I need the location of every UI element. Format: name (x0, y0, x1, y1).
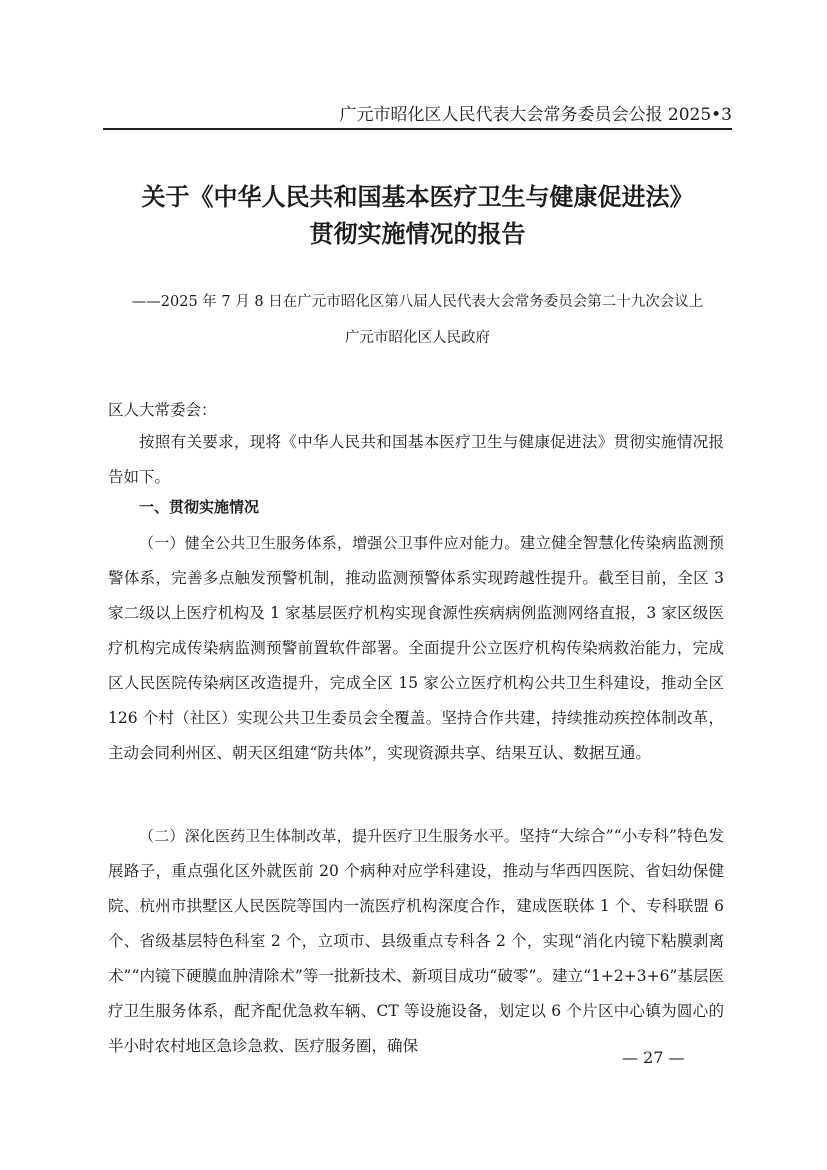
meeting-note: ——2025 年 7 月 8 日在广元市昭化区第八届人民代表大会常务委员会第二十九次会议上 (131, 294, 704, 310)
page-number: — 27 — (622, 1048, 685, 1067)
section1-heading: 一、贯彻实施情况 (139, 498, 260, 516)
intro-paragraph: 按照有关要求，现将《中华人民共和国基本医疗卫生与健康促进法》贯彻实施情况报告如下。 (108, 433, 724, 486)
item1-text: 建立健全智慧化传染病监测预警体系，完善多点触发预警机制，推动监测预警体系实现跨越性提升。截至目前，全区 3 家二级以上医疗机构及 1 家基层医疗机构实现食源性疾病病例监测网络直报，3 家区级医疗机构完成传染病监测预警前置软件部署。全面提升公立医疗机构传染病救治能力，完成区人民医院传染病区改造提升，完成全区 15 家公立医疗机构公共卫生科建设，推动全区 126 个村（社区）实现公共卫生委员会全覆盖。坚持合作共建，持续推动疾控体制改革，主动会同利州区、朝天区组建“防共体”，实现资源共享、结果互认、数据互通。 (108, 534, 724, 762)
item1-paragraph (108, 526, 724, 771)
item2-paragraph (108, 819, 724, 1064)
report-title-line1: 关于《中华人民共和国基本医疗卫生与健康促进法》 (141, 183, 694, 211)
item2-lead: （二）深化医药卫生体制改革，提升医疗卫生服务水平。 (139, 827, 520, 845)
publication-header: 广元市昭化区人民代表大会常务委员会公报 2025•3 (339, 105, 732, 125)
item1-lead: （一）健全公共卫生服务体系，增强公卫事件应对能力。 (139, 534, 520, 552)
item2-text: 坚持“大综合”“小专科”特色发展路子，重点强化区外就医前 20 个病种对应学科建设，推动与华西四医院、省妇幼保健院、杭州市拱墅区人民医院等国内一流医疗机构深度合作，建成医联体 1 个、专科联盟 6 个、省级基层特色科室 2 个，立项市、县级重点专科各 2 个，实现“消化内镜下粘膜剥离术”“内镜下硬膜血肿清除术”等一批新技术、新项目成功“破零”。建立“1+2+3+6”基层医疗卫生服务体系，配齐配优急救车辆、CT 等设施设备，划定以 6 个片区中心镇为圆心的半小时农村地区急诊急救、医疗服务圈，确保 (108, 827, 724, 1055)
header-divider (103, 128, 732, 130)
salutation: 区人大常委会： (108, 401, 217, 419)
section-heading (108, 490, 724, 525)
report-title-line2: 贯彻实施情况的报告 (309, 220, 526, 248)
issuer: 广元市昭化区人民政府 (345, 330, 490, 346)
